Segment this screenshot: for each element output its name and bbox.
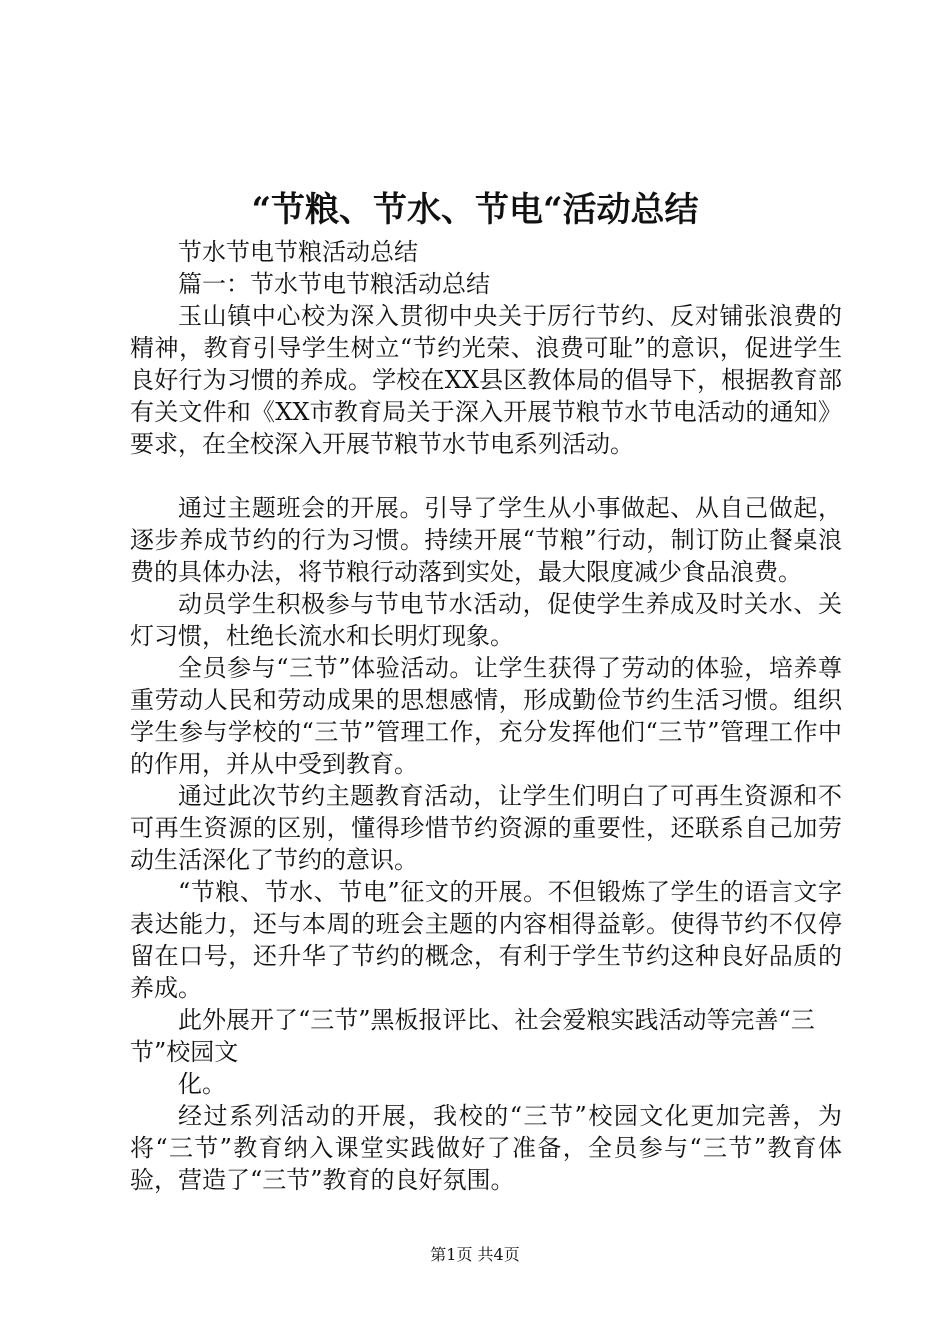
paragraph-blackboard-end: 化。 xyxy=(178,1070,226,1098)
paragraph-education: 通过此次节约主题教育活动，让学生们明白了可再生资源和不可再生资源的区别，懂得珍惜节约资源的重要性，还联系自己加劳动生活深化了节约的意识。 xyxy=(130,782,842,874)
paragraph-experience: 全员参与“三节”体验活动。让学生获得了劳动的体验，培养尊重劳动人民和劳动成果的思想感情，形成勤俭节约生活习惯。组织学生参与学校的“三节”管理工作，充分发挥他们“三节”管理工作中的作用，并从中受到教育。 xyxy=(130,654,842,778)
paragraph-conclusion: 经过系列活动的开展，我校的“三节”校园文化更加完善，为将“三节”教育纳入课堂实践做好了准备，全员参与“三节”教育体验，营造了“三节”教育的良好氛围。 xyxy=(130,1102,842,1194)
paragraph-section-heading: 篇一：节水节电节粮活动总结 xyxy=(178,270,490,298)
paragraph-blackboard: 此外展开了“三节”黑板报评比、社会爱粮实践活动等完善“三节”校园文 xyxy=(130,1006,815,1066)
paragraph-essay: “节粮、节水、节电”征文的开展。不但锻炼了学生的语言文字表达能力，还与本周的班会主题的内容相得益彰。使得节约不仅停留在口号，还升华了节约的概念，有利于学生节约这种良好品质的养成。 xyxy=(130,878,842,1002)
paragraph-subtitle: 节水节电节粮活动总结 xyxy=(178,238,418,266)
page-number-footer: 第1页 共4页 xyxy=(430,1245,520,1264)
document-body xyxy=(130,236,842,1196)
paragraph-water-electricity: 动员学生积极参与节电节水活动，促使学生养成及时关水、关灯习惯，杜绝长流水和长明灯现象。 xyxy=(130,590,842,650)
paragraph-intro: 玉山镇中心校为深入贯彻中央关于厉行节约、反对铺张浪费的精神，教育引导学生树立“节约光荣、浪费可耻”的意识，促进学生良好行为习惯的养成。学校在XX县区教体局的倡导下，根据教育部有关文件和《XX市教育局关于深入开展节粮节水节电活动的通知》要求，在全校深入开展节粮节水节电系列活动。 xyxy=(130,302,842,458)
paragraph-class-meeting: 通过主题班会的开展。引导了学生从小事做起、从自己做起，逐步养成节约的行为习惯。持续开展“节粮”行动，制订防止餐桌浪费的具体办法，将节粮行动落到实处，最大限度减少食品浪费。 xyxy=(130,494,842,586)
document-title: “节粮、节水、节电“活动总结 xyxy=(251,190,699,230)
